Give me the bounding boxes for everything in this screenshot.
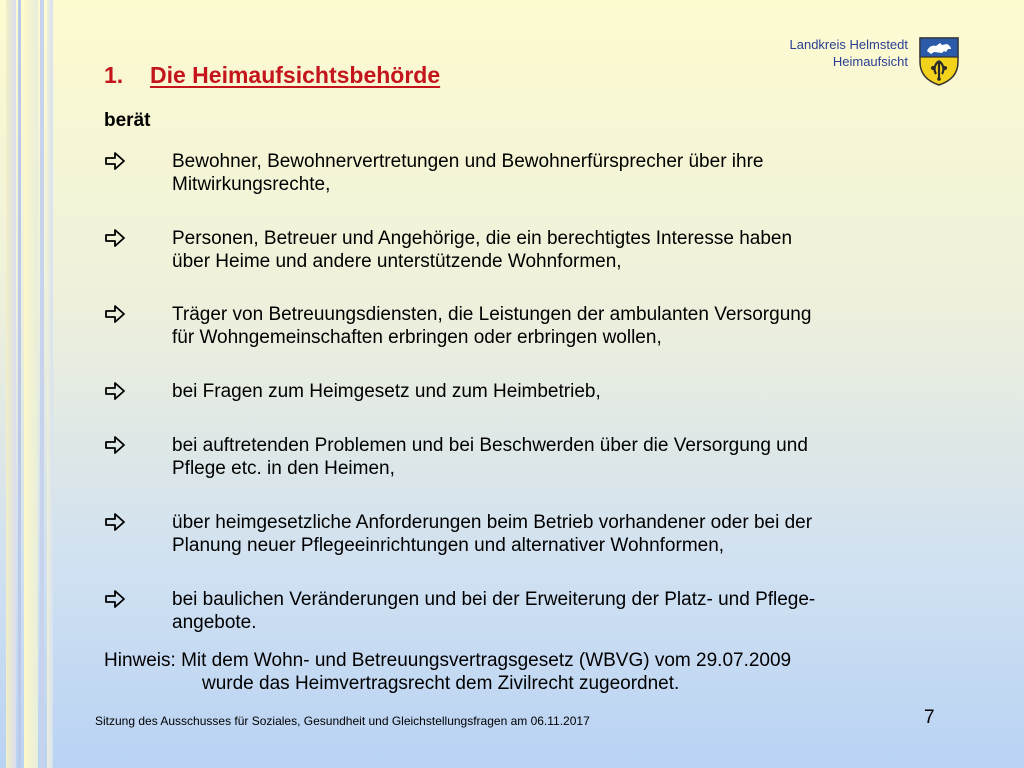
title-number: 1. bbox=[104, 62, 124, 88]
bullet-line: Mitwirkungsrechte, bbox=[172, 174, 331, 195]
hollow-right-arrow-icon bbox=[104, 511, 126, 533]
bullet-line: bei baulichen Veränderungen und bei der Erweiterung der Platz- und Pflege- bbox=[172, 589, 816, 610]
bullet-line: bei auftretenden Problemen und bei Beschwerden über die Versorgung und bbox=[172, 435, 808, 456]
bullet-text bbox=[172, 303, 962, 349]
bullet-text bbox=[172, 150, 962, 196]
decorative-stripes bbox=[0, 0, 60, 768]
hollow-right-arrow-icon bbox=[104, 303, 126, 325]
bullet-line: Bewohner, Bewohnervertretungen und Bewohnerfürsprecher über ihre bbox=[172, 151, 764, 172]
bullet-line: über Heime und andere unterstützende Wohnformen, bbox=[172, 251, 622, 272]
bullet-line: bei Fragen zum Heimgesetz und zum Heimbetrieb, bbox=[172, 381, 601, 402]
bullet-text bbox=[172, 380, 962, 403]
page-number: 7 bbox=[924, 707, 935, 728]
hollow-right-arrow-icon bbox=[104, 227, 126, 249]
page-title bbox=[104, 62, 440, 89]
org-name: Landkreis Helmstedt bbox=[789, 37, 908, 52]
bullet-line: Personen, Betreuer und Angehörige, die ein berechtigtes Interesse haben bbox=[172, 228, 793, 249]
stripe bbox=[40, 0, 44, 768]
note-line: Hinweis: Mit dem Wohn- und Betreuungsvertragsgesetz (WBVG) vom 29.07.2009 bbox=[104, 650, 792, 671]
footer-text: Sitzung des Ausschusses für Soziales, Gesundheit und Gleichstellungsfragen am 06.11.2017 bbox=[95, 714, 590, 728]
bullet-line: angebote. bbox=[172, 612, 257, 633]
note bbox=[104, 649, 964, 695]
hollow-right-arrow-icon bbox=[104, 380, 126, 402]
bullet-text bbox=[172, 227, 962, 273]
hollow-right-arrow-icon bbox=[104, 150, 126, 172]
coat-of-arms-icon bbox=[918, 36, 960, 86]
organization-label bbox=[790, 36, 909, 70]
stripe bbox=[18, 0, 21, 768]
title-text: Die Heimaufsichtsbehörde bbox=[150, 62, 441, 88]
stripe bbox=[47, 0, 53, 768]
bullet-text bbox=[172, 511, 962, 557]
note-line: wurde das Heimvertragsrecht dem Zivilrecht zugeordnet. bbox=[202, 673, 680, 694]
hollow-right-arrow-icon bbox=[104, 434, 126, 456]
stripe bbox=[24, 0, 38, 768]
hollow-right-arrow-icon bbox=[104, 588, 126, 610]
bullet-text bbox=[172, 588, 962, 634]
org-department: Heimaufsicht bbox=[832, 54, 908, 69]
bullet-line: für Wohngemeinschaften erbringen oder erbringen wollen, bbox=[172, 327, 662, 348]
bullet-line: Pflege etc. in den Heimen, bbox=[172, 458, 395, 479]
bullet-text bbox=[172, 434, 962, 480]
bullet-line: über heimgesetzliche Anforderungen beim Betrieb vorhandener oder bei der bbox=[172, 512, 813, 533]
stripe bbox=[6, 0, 16, 768]
bullet-line: Träger von Betreuungsdiensten, die Leistungen der ambulanten Versorgung bbox=[172, 304, 812, 325]
bullet-line: Planung neuer Pflegeeinrichtungen und alternativer Wohnformen, bbox=[172, 535, 725, 556]
subheading: berät bbox=[104, 110, 151, 131]
